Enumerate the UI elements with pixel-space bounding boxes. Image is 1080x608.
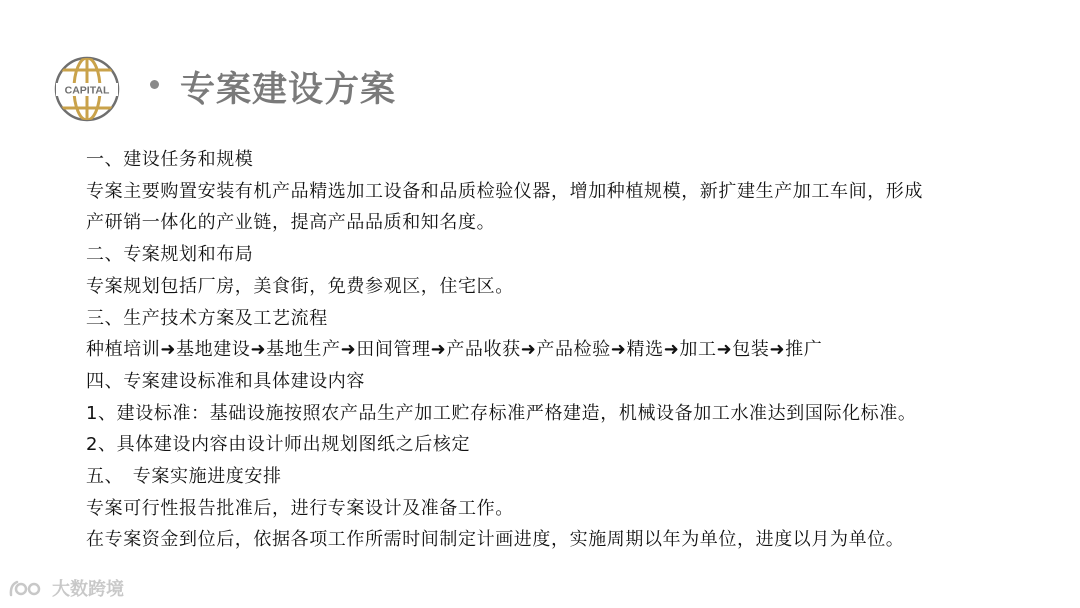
- text-line: 专案可行性报告批准后，进行专案设计及准备工作。: [86, 497, 514, 519]
- watermark: [8, 574, 124, 602]
- dashuo-logo-icon: [8, 577, 46, 599]
- title-bullet: [150, 80, 159, 89]
- text-line: 在专案资金到位后，依据各项工作所需时间制定计画进度，实施周期以年为单位，进度以月为单位。: [86, 529, 905, 551]
- text-line: 产研销一体化的产业链，提高产品品质和知名度。: [86, 212, 496, 234]
- text-line: 1、建设标准：基础设施按照农产品生产加工贮存标准严格建造，机械设备加工水准达到国际化标准。: [86, 402, 917, 424]
- text-line: 种植培训➜基地建设➜基地生产➜田间管理➜产品收获➜产品检验➜精选➜加工➜包装➜推广: [86, 339, 823, 361]
- text-line: 一、建设任务和规模: [86, 149, 254, 170]
- text-line: 五、 专案实施进度安排: [86, 466, 282, 488]
- text-line: 专案主要购置安装有机产品精选加工设备和品质检验仪器，增加种植规模，新扩建生产加工车间，形成: [86, 180, 923, 202]
- capital-logo: [54, 56, 120, 122]
- text-line: 四、专案建设标准和具体建设内容: [86, 370, 365, 392]
- content-body: [86, 144, 1046, 556]
- text-line: 专案规划包括厂房，美食街，免费参观区，住宅区。: [86, 275, 514, 297]
- page-title: 专案建设方案: [180, 70, 397, 110]
- watermark-text: 大数跨境: [52, 579, 124, 600]
- text-line: 2、具体建设内容由设计师出规划图纸之后核定: [86, 434, 471, 456]
- logo-text: CAPITAL: [64, 84, 110, 97]
- text-line: 二、专案规划和布局: [86, 244, 254, 266]
- text-line: 三、生产技术方案及工艺流程: [86, 307, 328, 329]
